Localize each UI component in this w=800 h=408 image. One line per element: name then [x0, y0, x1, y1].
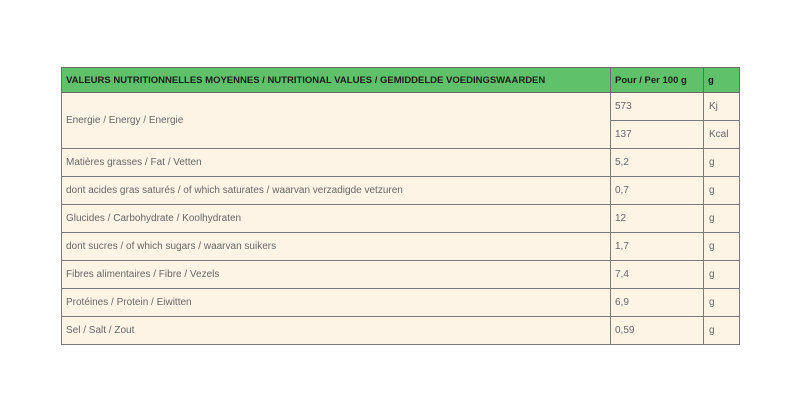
row-unit: g — [704, 289, 740, 317]
row-value: 0,59 — [611, 317, 704, 345]
row-label: dont acides gras saturés / of which saturates / waarvan verzadigde vetzuren — [62, 177, 611, 205]
header-unit: g — [704, 68, 740, 93]
energy-label: Energie / Energy / Energie — [62, 93, 611, 149]
row-label: Protéines / Protein / Eiwitten — [62, 289, 611, 317]
table-row-energy-kj — [62, 93, 740, 121]
row-unit: g — [704, 205, 740, 233]
energy-kcal-value: 137 — [611, 121, 704, 149]
row-label: Matières grasses / Fat / Vetten — [62, 149, 611, 177]
header-per-100g: Pour / Per 100 g — [611, 68, 704, 93]
nutrition-table-container — [61, 67, 739, 345]
energy-kcal-unit: Kcal — [704, 121, 740, 149]
row-unit: g — [704, 149, 740, 177]
table-row — [62, 177, 740, 205]
row-label: Glucides / Carbohydrate / Koolhydraten — [62, 205, 611, 233]
row-value: 0,7 — [611, 177, 704, 205]
row-value: 7,4 — [611, 261, 704, 289]
energy-kj-value: 573 — [611, 93, 704, 121]
row-value: 1,7 — [611, 233, 704, 261]
row-unit: g — [704, 233, 740, 261]
row-unit: g — [704, 177, 740, 205]
table-row — [62, 261, 740, 289]
row-value: 6,9 — [611, 289, 704, 317]
row-label: Sel / Salt / Zout — [62, 317, 611, 345]
table-row — [62, 149, 740, 177]
row-unit: g — [704, 261, 740, 289]
row-value: 5,2 — [611, 149, 704, 177]
row-unit: g — [704, 317, 740, 345]
energy-kj-unit: Kj — [704, 93, 740, 121]
row-label: Fibres alimentaires / Fibre / Vezels — [62, 261, 611, 289]
nutrition-table — [61, 67, 740, 345]
header-row — [62, 68, 740, 93]
table-row — [62, 317, 740, 345]
row-label: dont sucres / of which sugars / waarvan suikers — [62, 233, 611, 261]
table-row — [62, 205, 740, 233]
row-value: 12 — [611, 205, 704, 233]
header-label: VALEURS NUTRITIONNELLES MOYENNES / NUTRITIONAL VALUES / GEMIDDELDE VOEDINGSWAARDEN — [62, 68, 611, 93]
table-row — [62, 289, 740, 317]
table-row — [62, 233, 740, 261]
